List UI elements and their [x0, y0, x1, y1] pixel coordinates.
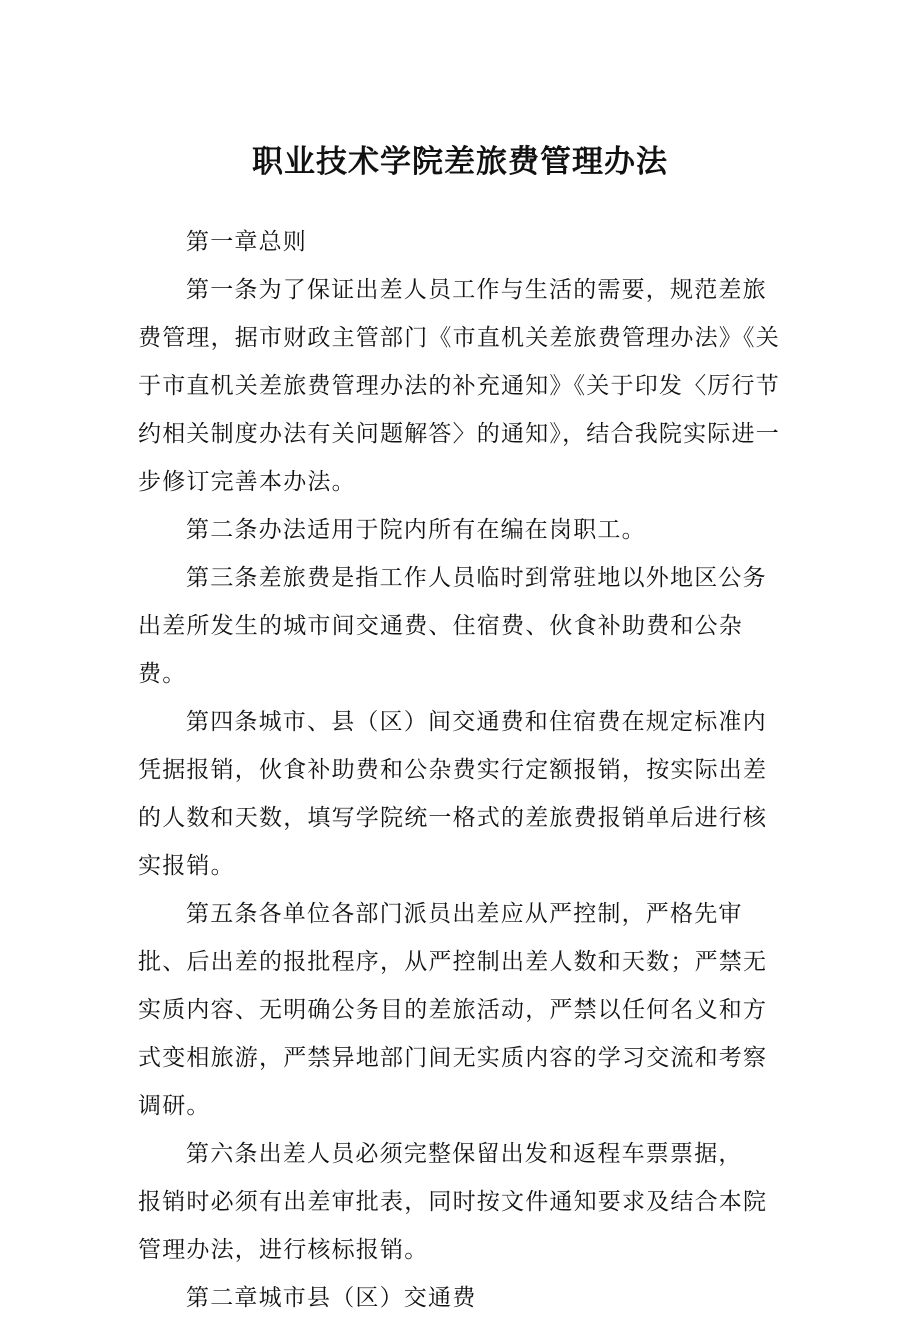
- article-1: 第一条为了保证出差人员工作与生活的需要，规范差旅费管理，据市财政主管部门《市直机关差旅费管理办法》《关于市直机关差旅费管理办法的补充通知》《关于印发〈厉行节约相关制度办法有关问题解答〉的通知》，结合我院实际进一步修订完善本办法。: [138, 277, 780, 495]
- article-4: 第四条城市、县（区）间交通费和住宿费在规定标准内凭据报销，伙食补助费和公杂费实行定额报销，按实际出差的人数和天数，填写学院统一格式的差旅费报销单后进行核实报销。: [138, 709, 768, 879]
- article-2: 第二条办法适用于院内所有在编在岗职工。: [186, 517, 646, 543]
- chapter-heading-2: 第二章城市县（区）交通费: [186, 1285, 477, 1311]
- article-6-line-1: 第六条出差人员必须完整保留出发和返程车票票据，: [186, 1141, 743, 1167]
- document-body: [138, 218, 788, 1322]
- article-6-continuation: 报销时必须有出差审批表，同时按文件通知要求及结合本院管理办法，进行核标报销。: [138, 1189, 768, 1263]
- article-5: 第五条各单位各部门派员出差应从严控制，严格先审批、后出差的报批程序，从严控制出差人数和天数；严禁无实质内容、无明确公务目的差旅活动，严禁以任何名义和方式变相旅游，严禁异地部门间无实质内容的学习交流和考察调研。: [138, 901, 768, 1119]
- chapter-heading-1: 第一章总则: [186, 229, 307, 255]
- document-title: 职业技术学院差旅费管理办法: [252, 144, 668, 180]
- article-3: 第三条差旅费是指工作人员临时到常驻地以外地区公务出差所发生的城市间交通费、住宿费、伙食补助费和公杂费。: [138, 565, 767, 687]
